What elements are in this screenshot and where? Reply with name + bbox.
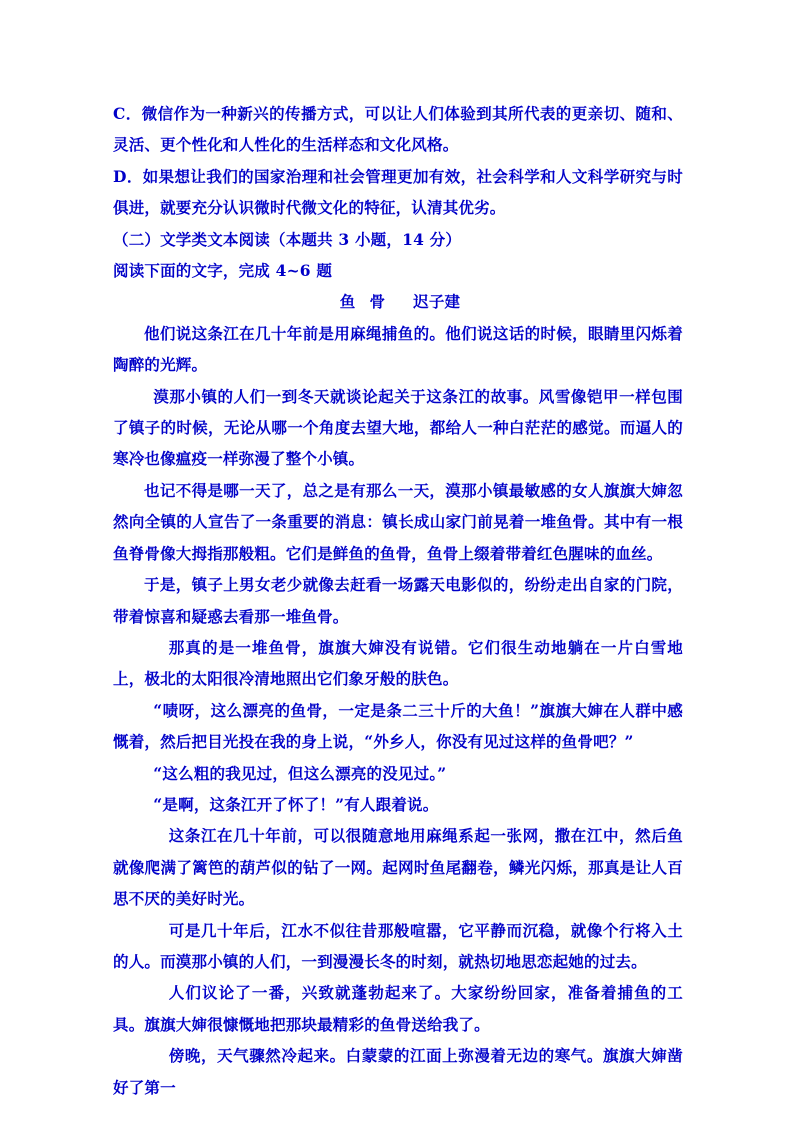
story-paragraph-8: “是啊，这条江开了怀了！”有人跟着说。 [153,794,439,814]
story-paragraph-5: 那真的是一堆鱼骨，旗旗大婶没有说错。它们很生动地躺在一片白雪地上，极北的太阳很冷清地照出它们象牙般的肤色。 [113,637,683,689]
section-heading: （二）文学类文本阅读（本题共 3 小题，14 分） [113,229,462,249]
story-paragraph-6: “啧呀，这么漂亮的鱼骨，一定是条二三十斤的大鱼！”旗旗大婶在人群中感慨着，然后把目光投在我的身上说，“外乡人，你没有见过这样的鱼骨吧？” [113,700,683,752]
document-body [113,98,683,1103]
story-paragraph-10: 可是几十年后，江水不似往昔那般喧嚣，它平静而沉稳，就像个行将入土的人。而漠那小镇的人们，一到漫漫长冬的时刻，就热切地思恋起她的过去。 [113,920,683,971]
story-paragraph-11: 人们议论了一番，兴致就蓬勃起来了。大家纷纷回家，准备着捕鱼的工具。旗旗大婶很慷慨地把那块最精彩的鱼骨送给我了。 [113,983,683,1034]
story-title-part1: 鱼 [339,292,356,312]
story-title [113,286,683,317]
story-author: 迟子建 [413,292,461,312]
section-instruction: 阅读下面的文字，完成 4~6 题 [113,261,333,281]
story-paragraph-3: 也记不得是哪一天了，总之是有那么一天，漠那小镇最敏感的女人旗旗大婶忽然向全镇的人宣告了一条重要的消息：镇长成山家门前晃着一堆鱼骨。其中有一根鱼脊骨像大拇指那般粗。它们是鲜鱼的鱼骨，鱼骨上缀着带着红色腥味的血丝。 [113,480,683,563]
story-paragraph-1: 他们说这条江在几十年前是用麻绳捕鱼的。他们说这话的时候，眼睛里闪烁着陶醉的光辉。 [113,323,683,375]
story-paragraph-9: 这条江在几十年前，可以很随意地用麻绳系起一张网，撒在江中，然后鱼就像爬满了篱笆的葫芦似的钻了一网。起网时鱼尾翻卷，鳞光闪烁，那真是让人百思不厌的美好时光。 [113,826,683,909]
story-paragraph-7: “这么粗的我见过，但这么漂亮的没见过。” [153,763,447,783]
story-paragraph-4: 于是，镇子上男女老少就像去赶看一场露天电影似的，纷纷走出自家的门院，带着惊喜和疑惑去看那一堆鱼骨。 [113,575,683,626]
story-paragraph-2: 漠那小镇的人们一到冬天就谈论起关于这条江的故事。风雪像铠甲一样包围了镇子的时候，无论从哪一个角度去望大地，都给人一种白茫茫的感觉。而逼人的寒冷也像瘟疫一样弥漫了整个小镇。 [113,386,683,469]
story-title-part2: 骨 [369,292,386,312]
story-paragraph-12: 傍晚，天气骤然冷起来。白蒙蒙的江面上弥漫着无边的寒气。旗旗大婶凿好了第一 [113,1046,683,1097]
option-d: D．如果想让我们的国家治理和社会管理更加有效，社会科学和人文科学研究与时俱进，就要充分认识微时代微文化的特征，认清其优劣。 [113,166,683,218]
option-c: C．微信作为一种新兴的传播方式，可以让人们体验到其所代表的更亲切、随和、灵活、更个性化和人性化的生活样态和文化风格。 [113,104,683,155]
